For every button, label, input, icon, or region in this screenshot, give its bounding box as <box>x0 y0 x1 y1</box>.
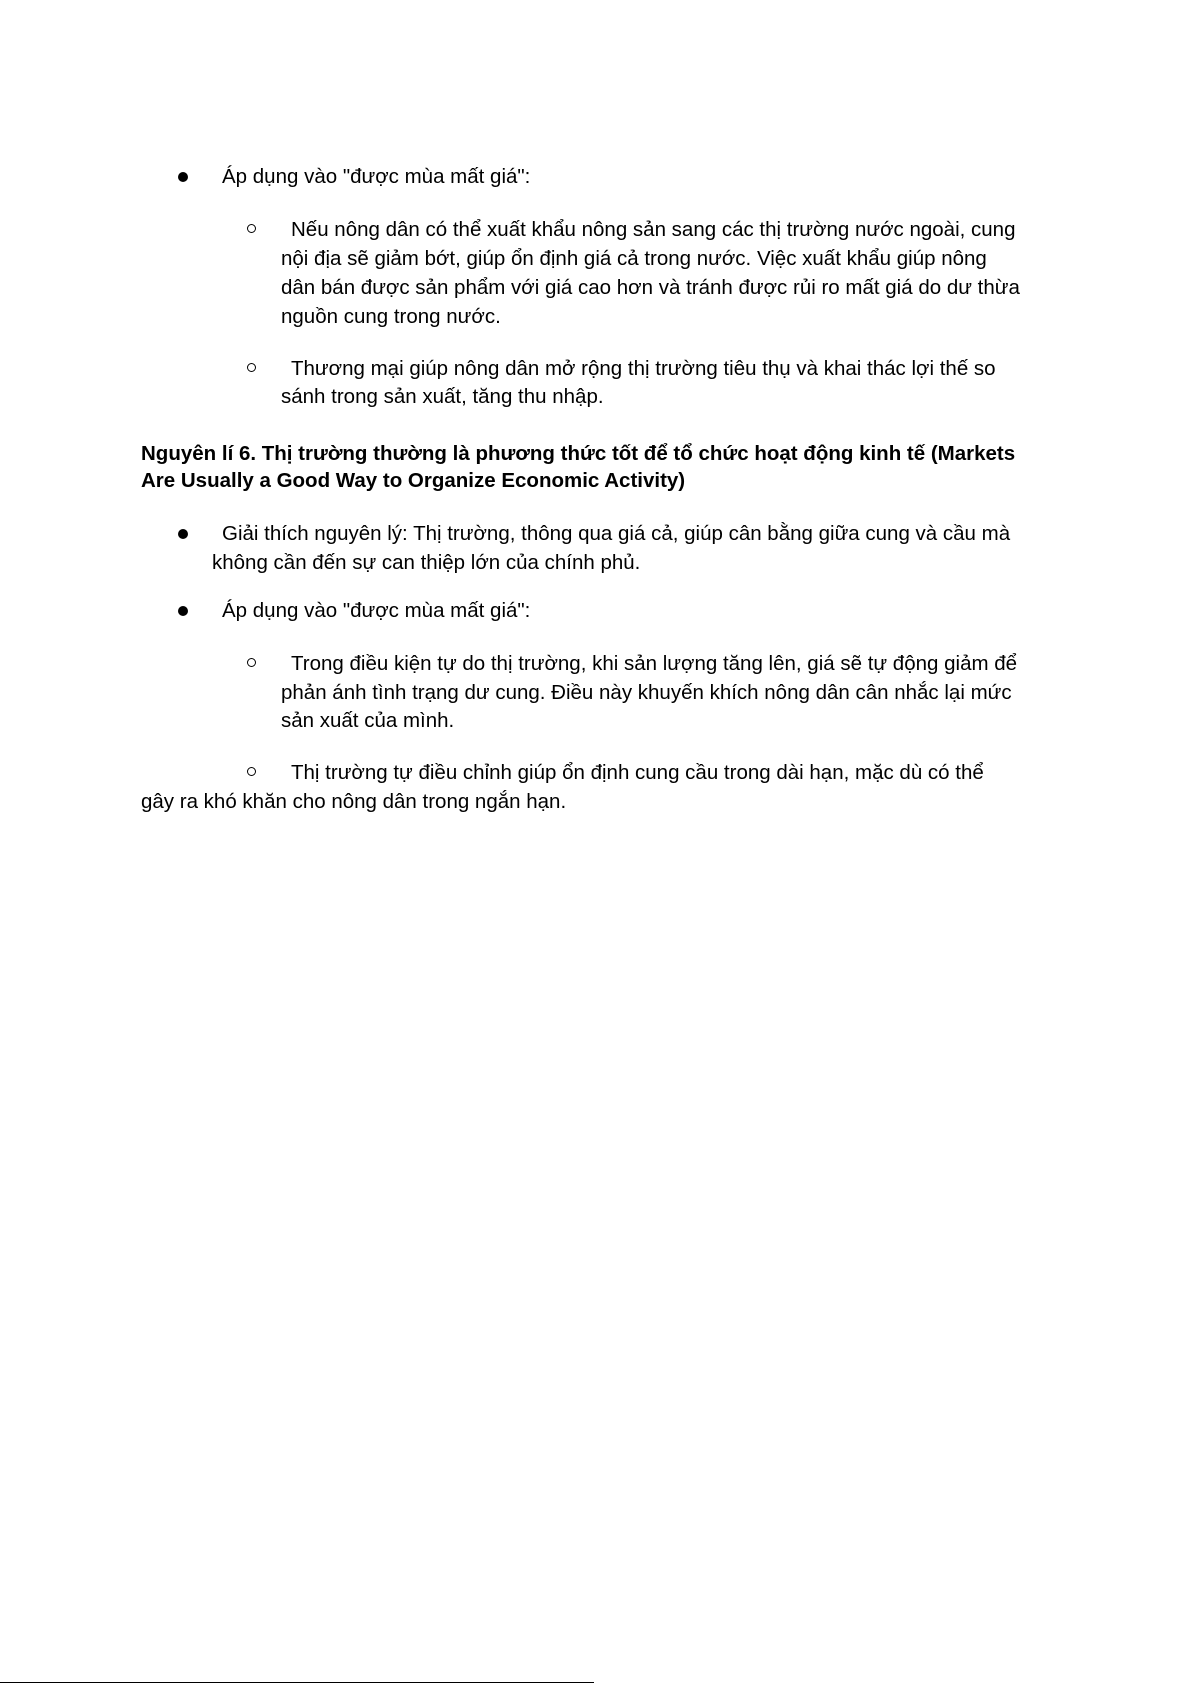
sub-bullet-line: phản ánh tình trạng dư cung. Điều này khuyến khích nông dân cân nhắc lại mức <box>281 681 1012 704</box>
bullet-text: Giải thích nguyên lý: Thị trường, thông qua giá cả, giúp cân bằng giữa cung và cầu mà <box>222 522 1011 545</box>
bullet-circle-icon <box>247 363 256 372</box>
bullet-circle-icon <box>247 224 256 233</box>
sub-bullet-line: Thị trường tự điều chỉnh giúp ổn định cung cầu trong dài hạn, mặc dù có thể <box>291 761 984 784</box>
bullet-circle-icon <box>247 658 256 667</box>
sub-bullet-line: Nếu nông dân có thể xuất khẩu nông sản sang các thị trường nước ngoài, cung <box>291 218 1016 241</box>
sub-bullet-line: nội địa sẽ giảm bớt, giúp ổn định giá cả trong nước. Việc xuất khẩu giúp nông <box>281 247 987 270</box>
sub-bullet-line: sản xuất của mình. <box>281 709 455 732</box>
bullet-text: Áp dụng vào "được mùa mất giá": <box>222 165 531 188</box>
principle-heading: Nguyên lí 6. Thị trường thường là phương thức tốt để tổ chức hoạt động kinh tế (Markets <box>141 442 1016 465</box>
sub-bullet-line: gây ra khó khăn cho nông dân trong ngắn hạn. <box>141 790 567 813</box>
bullet-disc-icon <box>178 529 188 539</box>
sub-bullet-line: sánh trong sản xuất, tăng thu nhập. <box>281 385 604 408</box>
sub-bullet-line: nguồn cung trong nước. <box>281 305 501 328</box>
sub-bullet-line: dân bán được sản phẩm với giá cao hơn và tránh được rủi ro mất giá do dư thừa <box>281 276 1020 299</box>
sub-bullet-line: Trong điều kiện tự do thị trường, khi sản lượng tăng lên, giá sẽ tự động giảm để <box>291 652 1018 675</box>
bullet-text: không cần đến sự can thiệp lớn của chính phủ. <box>212 551 641 574</box>
bullet-disc-icon <box>178 172 188 182</box>
footnote-separator <box>0 1682 594 1683</box>
bullet-circle-icon <box>247 767 256 776</box>
bullet-text: Áp dụng vào "được mùa mất giá": <box>222 599 531 622</box>
principle-heading: Are Usually a Good Way to Organize Economic Activity) <box>141 469 686 492</box>
bullet-disc-icon <box>178 606 188 616</box>
sub-bullet-line: Thương mại giúp nông dân mở rộng thị trường tiêu thụ và khai thác lợi thế so <box>291 357 996 380</box>
